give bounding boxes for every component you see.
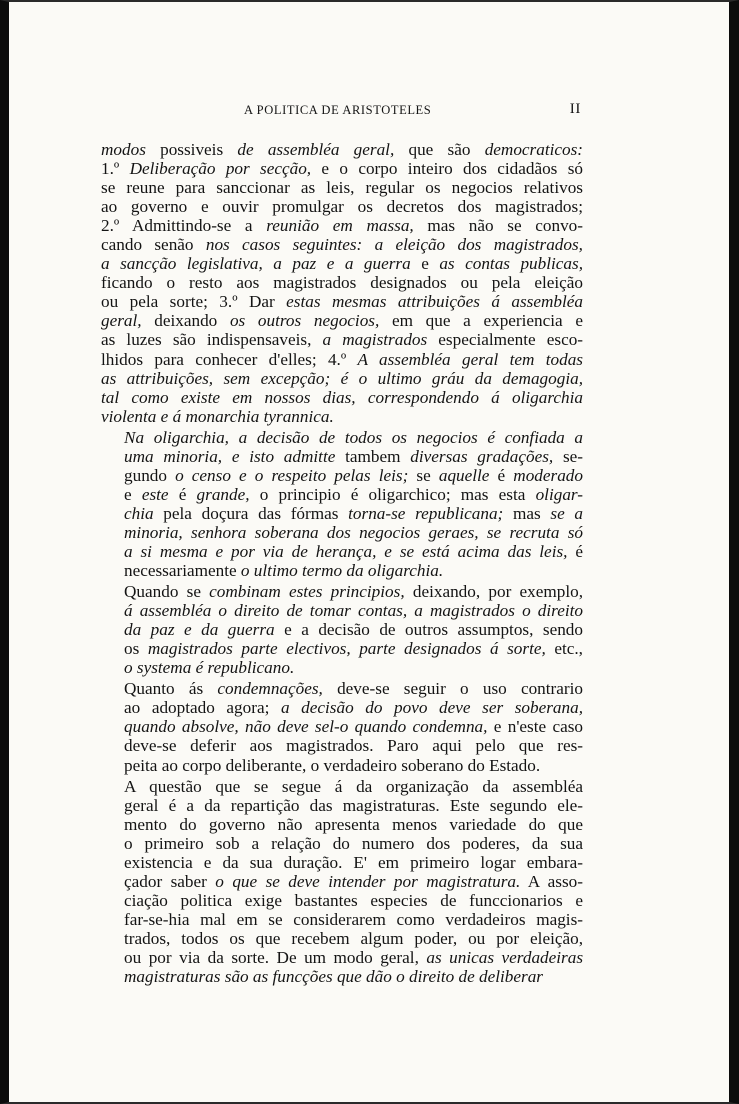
italic-run: o systema é republicano. bbox=[124, 658, 295, 678]
text-line bbox=[101, 834, 583, 853]
text-line bbox=[101, 254, 583, 273]
paragraph bbox=[101, 777, 583, 987]
text-run: etc., bbox=[545, 639, 583, 659]
text-line bbox=[101, 197, 583, 216]
text-run: far-se-hia mal em se considerarem como verdadeiros magis- bbox=[124, 909, 583, 929]
italic-run: a sancção legislativa, a paz e a guerra bbox=[101, 254, 411, 274]
text-line bbox=[101, 447, 583, 466]
text-line bbox=[101, 582, 583, 601]
text-line bbox=[101, 891, 583, 910]
italic-run: combinam estes principios, bbox=[209, 582, 405, 602]
text-run: çador saber bbox=[124, 871, 216, 891]
italic-run: magistraturas são as funcções que dão o direito de deliberar bbox=[124, 967, 543, 987]
text-run: necessariamente bbox=[124, 561, 241, 581]
text-run: se- bbox=[553, 446, 583, 466]
italic-run: diversas gradações, bbox=[410, 446, 554, 466]
text-run: pela doçura das fórmas bbox=[153, 503, 349, 523]
text-line bbox=[101, 777, 583, 796]
italic-run: violenta e á monarchia tyrannica. bbox=[101, 406, 334, 426]
text-line bbox=[101, 736, 583, 755]
text-line bbox=[101, 311, 583, 330]
text-run: o primeiro sob a relação do numero dos poderes, da sua bbox=[124, 833, 583, 853]
italic-run: uma minoria, e isto admitte bbox=[124, 446, 336, 466]
running-title: A POLITICA DE ARISTOTELES bbox=[244, 103, 432, 117]
text-run: as luzes são indispensaveis, bbox=[101, 330, 323, 350]
text-run: deixando, por exemplo, bbox=[404, 582, 583, 602]
italic-run: estas mesmas attribuições á assembléa bbox=[286, 292, 583, 312]
text-line bbox=[101, 388, 583, 407]
italic-run: A assembléa geral tem todas bbox=[357, 349, 583, 369]
text-run: mento do governo não apresenta menos variedade do que bbox=[124, 814, 583, 834]
text-run: A asso- bbox=[520, 871, 583, 891]
text-run: lhidos para conhecer d'elles; 4.º bbox=[101, 349, 358, 369]
text-run: e bbox=[410, 254, 440, 274]
text-run: mas não se convo- bbox=[413, 216, 583, 236]
text-run: e n'este caso bbox=[487, 717, 583, 737]
text-line bbox=[101, 639, 583, 658]
italic-run: oligar- bbox=[535, 484, 583, 504]
paragraph bbox=[101, 582, 583, 677]
italic-run: reunião em massa, bbox=[266, 216, 414, 236]
text-run: e bbox=[124, 484, 142, 504]
italic-run: torna-se republicana; bbox=[348, 503, 504, 523]
text-line bbox=[101, 292, 583, 311]
text-run: deixando bbox=[141, 311, 230, 331]
body-text bbox=[101, 140, 583, 988]
italic-run: Na oligarchia, a decisão de todos os negocios é confiada a bbox=[124, 427, 583, 447]
text-run: deve-se seguir o uso contrario bbox=[322, 679, 583, 699]
text-line bbox=[101, 273, 583, 292]
italic-run: o ultimo termo da oligarchia. bbox=[240, 561, 444, 581]
page-number: II bbox=[569, 101, 581, 117]
text-run: deve-se deferir aos magistrados. Paro aqui pelo que res- bbox=[124, 736, 583, 756]
text-run: tambem bbox=[335, 446, 411, 466]
text-run: mas bbox=[503, 503, 551, 523]
text-run: é bbox=[567, 541, 583, 561]
italic-run: á assembléa o direito de tomar contas, a magistrados o direito bbox=[124, 601, 583, 621]
text-line bbox=[101, 601, 583, 620]
text-line bbox=[101, 235, 583, 254]
text-line bbox=[101, 466, 583, 485]
italic-run: tal como existe em nossos dias, correspondendo á oligarchia bbox=[101, 387, 583, 407]
text-line bbox=[101, 815, 583, 834]
italic-run: os outros negocios, bbox=[229, 311, 380, 331]
text-line bbox=[101, 542, 583, 561]
text-line bbox=[101, 698, 583, 717]
italic-run: magistrados parte electivos, parte designados á sorte, bbox=[147, 639, 546, 659]
paragraph bbox=[101, 428, 583, 580]
text-run: Quanto ás bbox=[124, 679, 218, 699]
text-line bbox=[101, 485, 583, 504]
text-run: especialmente esco- bbox=[427, 330, 584, 350]
text-run: e o corpo inteiro dos cidadãos só bbox=[311, 159, 583, 179]
text-line bbox=[101, 679, 583, 698]
text-run: existencia e da sua duração. E' em primeiro logar embara- bbox=[124, 852, 583, 872]
text-run: 1.º bbox=[101, 159, 130, 179]
text-line bbox=[101, 330, 583, 349]
text-line bbox=[101, 910, 583, 929]
text-run: se bbox=[408, 465, 439, 485]
text-line bbox=[101, 756, 583, 775]
text-run: geral é a da repartição das magistraturas. Este segundo ele- bbox=[124, 795, 583, 815]
text-line bbox=[101, 523, 583, 542]
italic-run: as unicas verdadeiras bbox=[426, 947, 584, 967]
italic-run: de assembléa geral, bbox=[237, 140, 395, 159]
text-run: Quando se bbox=[124, 582, 210, 602]
text-run: 2.º Admittindo-se a bbox=[101, 216, 267, 236]
italic-run: nos casos seguintes: a eleição dos magistrados, bbox=[205, 235, 583, 255]
text-run: ao adoptado agora; bbox=[124, 698, 281, 718]
italic-run: se a bbox=[550, 503, 583, 523]
text-run: é bbox=[489, 465, 514, 485]
text-line bbox=[101, 504, 583, 523]
text-run: em que a experiencia e bbox=[379, 311, 583, 331]
text-line bbox=[101, 216, 583, 235]
text-line bbox=[101, 428, 583, 447]
italic-run: quando absolve, não deve sel-o quando condemna, bbox=[124, 717, 488, 737]
italic-run: democraticos: bbox=[484, 140, 584, 159]
italic-run: condemnações, bbox=[217, 679, 323, 699]
text-run: cando senão bbox=[101, 235, 206, 255]
text-line bbox=[101, 178, 583, 197]
italic-run: modos bbox=[101, 140, 146, 159]
text-line bbox=[101, 658, 583, 677]
text-run: ou pela sorte; 3.º Dar bbox=[101, 292, 287, 312]
text-line bbox=[101, 948, 583, 967]
text-run: o principio é oligarchico; mas esta bbox=[249, 484, 536, 504]
italic-run: moderado bbox=[513, 465, 583, 485]
text-run: gundo bbox=[124, 465, 176, 485]
italic-run: as attribuições, sem excepção; é o ultimo gráu da demagogia, bbox=[101, 368, 583, 388]
text-line bbox=[101, 350, 583, 369]
text-run: e a decisão de outros assumptos, sendo bbox=[274, 620, 583, 640]
italic-run: aquelle bbox=[438, 465, 490, 485]
paragraph bbox=[101, 140, 583, 426]
italic-run: a decisão do povo deve ser soberana, bbox=[280, 698, 584, 718]
text-run: peita ao corpo deliberante, o verdadeiro soberano do Estado. bbox=[124, 755, 541, 775]
text-line bbox=[101, 872, 583, 891]
text-run: ou por via da sorte. De um modo geral, bbox=[124, 947, 427, 967]
text-line bbox=[101, 967, 583, 986]
text-run: os bbox=[124, 639, 148, 659]
text-line bbox=[101, 407, 583, 426]
italic-run: o censo e o respeito pelas leis; bbox=[175, 465, 409, 485]
paragraph bbox=[101, 679, 583, 774]
text-run: ciação politica exige bastantes especies de funccionarios e bbox=[124, 890, 583, 910]
text-line bbox=[101, 796, 583, 815]
text-line bbox=[101, 717, 583, 736]
italic-run: da paz e da guerra bbox=[124, 620, 275, 640]
italic-run: chia bbox=[124, 503, 154, 523]
text-run: ao governo e ouvir promulgar os decretos dos magistrados; bbox=[101, 197, 583, 217]
text-run: ficando o resto aos magistrados designados ou pela eleição bbox=[101, 273, 583, 293]
text-run: trados, todos os que recebem algum poder, ou por eleição, bbox=[124, 928, 583, 948]
text-line bbox=[101, 853, 583, 872]
text-line bbox=[101, 561, 583, 580]
text-run: que são bbox=[394, 140, 485, 159]
italic-run: as contas publicas, bbox=[439, 254, 583, 274]
book-page bbox=[9, 2, 729, 1102]
italic-run: o que se deve intender por magistratura. bbox=[215, 871, 521, 891]
italic-run: minoria, senhora soberana dos negocios geraes, se recruta só bbox=[124, 522, 583, 542]
italic-run: a si mesma e por via de herança, e se está acima das leis, bbox=[124, 541, 568, 561]
text-line bbox=[101, 159, 583, 178]
text-line bbox=[101, 620, 583, 639]
text-line bbox=[101, 369, 583, 388]
italic-run: este bbox=[141, 484, 169, 504]
text-line bbox=[101, 929, 583, 948]
italic-run: a magistrados bbox=[322, 330, 428, 350]
italic-run: geral, bbox=[101, 311, 142, 331]
text-run: se reune para sanccionar as leis, regular os negocios relativos bbox=[101, 178, 583, 198]
text-run: é bbox=[168, 484, 197, 504]
text-line bbox=[101, 140, 583, 159]
text-run: A questão que se segue á da organização da assembléa bbox=[124, 776, 583, 796]
text-run: possiveis bbox=[145, 140, 238, 159]
italic-run: grande, bbox=[196, 484, 250, 504]
italic-run: Deliberação por secção, bbox=[129, 159, 312, 179]
